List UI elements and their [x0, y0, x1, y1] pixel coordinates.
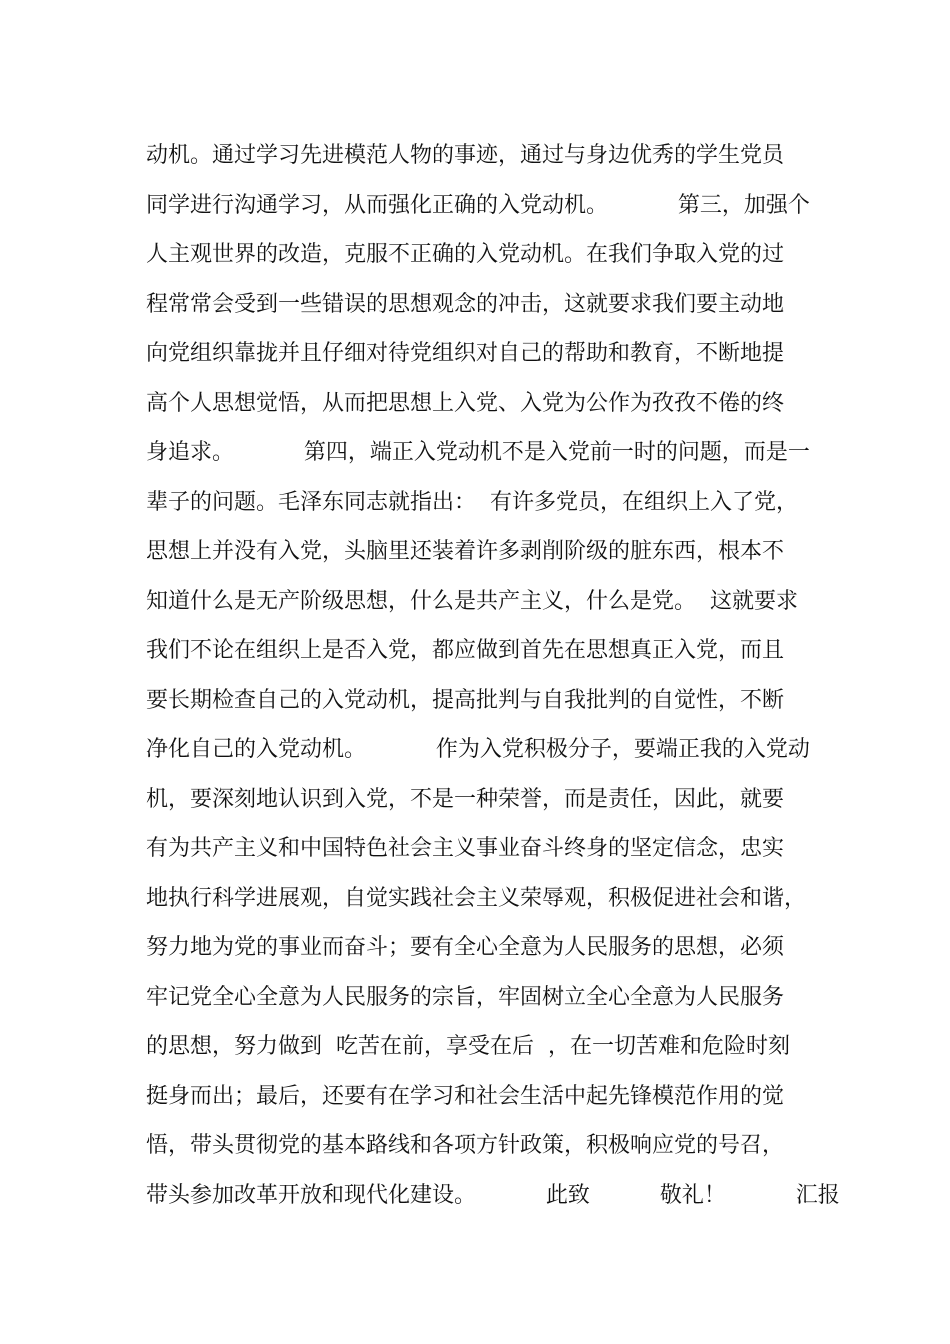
- text-line: 同学进行沟通学习，从而强化正确的入党动机。 第三，加强个: [146, 192, 810, 218]
- text-line: 努力地为党的事业而奋斗；要有全心全意为人民服务的思想，必须: [146, 935, 785, 960]
- text-line: 知道什么是无产阶级思想，什么是共产主义，什么是党。 这就要求: [146, 588, 798, 614]
- text-line: 地执行科学进展观，自觉实践社会主义荣辱观，积极促进社会和谐，: [146, 885, 807, 911]
- text-line: 有为共产主义和中国特色社会主义事业奋斗终身的坚定信念，忠实: [146, 836, 785, 861]
- text-line: 带头参加改革开放和现代化建设。 此致 敬礼！ 汇报: [146, 1182, 840, 1208]
- text-line: 辈子的问题。毛泽东同志就指出： 有许多党员，在组织上入了党，: [146, 489, 798, 515]
- text-line: 高个人思想觉悟，从而把思想上入党、入党为公作为孜孜不倦的终: [146, 390, 785, 416]
- text-line: 思想上并没有入党，头脑里还装着许多剥削阶级的脏东西，根本不: [146, 539, 785, 564]
- text-line: 要长期检查自己的入党动机，提高批判与自我批判的自觉性，不断: [146, 687, 785, 713]
- text-line: 向党组织靠拢并且仔细对待党组织对自己的帮助和教育，不断地提: [146, 341, 785, 366]
- text-line: 程常常会受到一些错误的思想观念的冲击，这就要求我们要主动地: [146, 291, 785, 317]
- text-line: 动机。通过学习先进模范人物的事迹，通过与身边优秀的学生党员: [146, 143, 785, 168]
- body-text: [146, 131, 840, 1220]
- text-line: 牢记党全心全意为人民服务的宗旨，牢固树立全心全意为人民服务: [146, 984, 785, 1010]
- text-line: 挺身而出；最后，还要有在学习和社会生活中起先锋模范作用的觉: [146, 1083, 785, 1109]
- text-line: 的思想，努力做到 吃苦在前，享受在后 ，在一切苦难和危险时刻: [146, 1034, 790, 1059]
- text-line: 人主观世界的改造，克服不正确的入党动机。在我们争取入党的过: [146, 242, 785, 267]
- text-line: 悟，带头贯彻党的基本路线和各项方针政策，积极响应党的号召，: [146, 1133, 785, 1158]
- text-line: 净化自己的入党动机。 作为入党积极分子，要端正我的入党动: [146, 737, 810, 762]
- text-line: 身追求。 第四，端正入党动机不是入党前一时的问题，而是一: [146, 440, 810, 465]
- text-line: 机，要深刻地认识到入党，不是一种荣誉，而是责任，因此，就要: [146, 786, 785, 812]
- text-line: 我们不论在组织上是否入党，都应做到首先在思想真正入党，而且: [146, 638, 785, 663]
